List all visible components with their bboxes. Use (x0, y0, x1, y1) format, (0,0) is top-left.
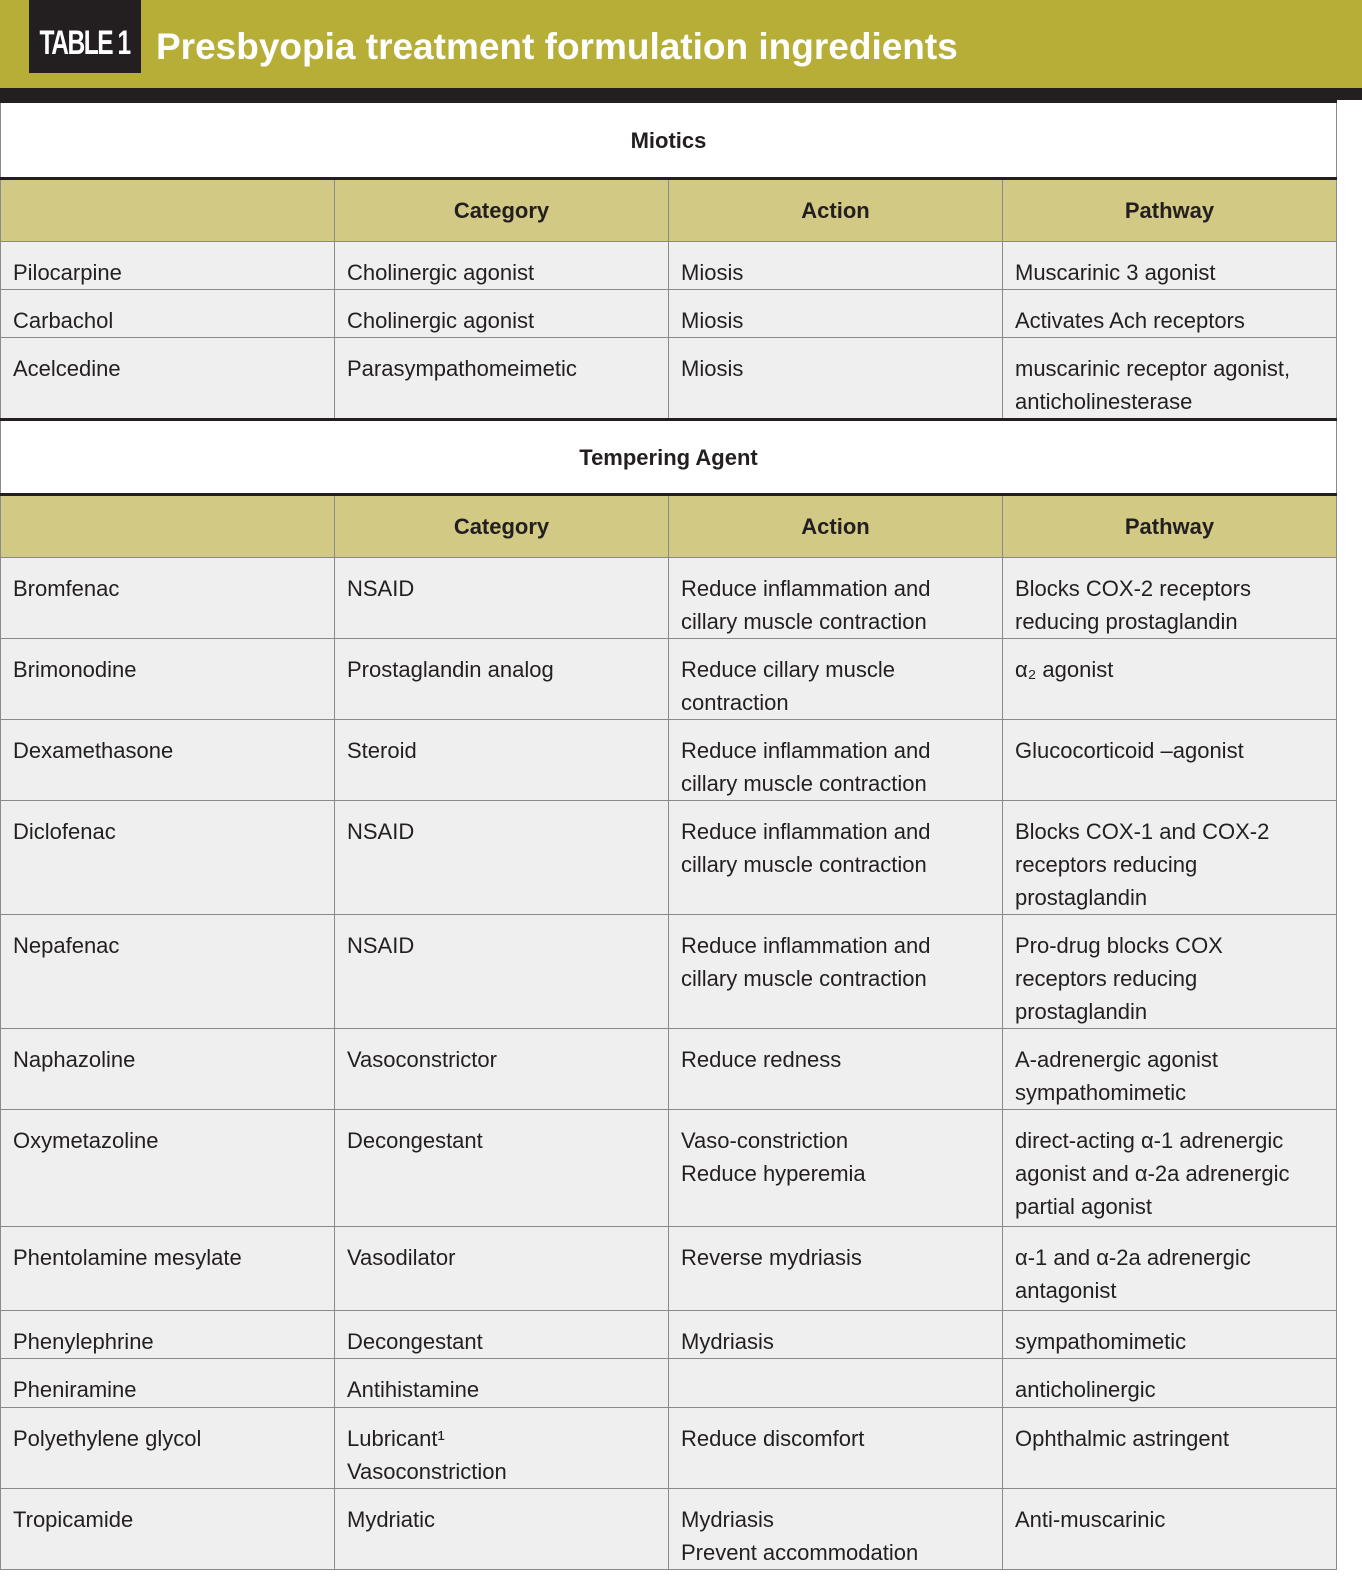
table-cell: Dexamethasone (1, 720, 335, 801)
table-cell: Cholinergic agonist (335, 290, 669, 338)
table-cell: Reduce inflammation and cillary muscle contraction (669, 915, 1003, 1029)
table-cell: Carbachol (1, 290, 335, 338)
table-cell: Pilocarpine (1, 242, 335, 290)
section-title: Tempering Agent (1, 420, 1337, 495)
table-cell: Brimonodine (1, 639, 335, 720)
table-cell: direct-acting α-1 adrenergic agonist and α-2a adrenergic partial agonist (1003, 1110, 1337, 1227)
table-cell: Pheniramine (1, 1359, 335, 1408)
table-cell: Oxymetazoline (1, 1110, 335, 1227)
section-row (1, 102, 1337, 179)
table-cell: Cholinergic agonist (335, 242, 669, 290)
table-cell: Reduce cillary muscle contraction (669, 639, 1003, 720)
ingredients-table (0, 100, 1337, 1570)
table-cell: Parasympathomeimetic (335, 338, 669, 420)
table-cell: Pro-drug blocks COX receptors reducing prostaglandin (1003, 915, 1337, 1029)
table-row (1, 242, 1337, 290)
table-row (1, 1029, 1337, 1110)
table-row (1, 338, 1337, 420)
table-cell (669, 1359, 1003, 1408)
table-cell: Polyethylene glycol (1, 1408, 335, 1489)
divider (0, 88, 1362, 100)
table-cell: NSAID (335, 801, 669, 915)
table-cell: Mydriatic (335, 1489, 669, 1570)
table-row (1, 801, 1337, 915)
column-header (1, 179, 335, 242)
table-cell: A-adrenergic agonist sympathomimetic (1003, 1029, 1337, 1110)
table-cell: Glucocorticoid –agonist (1003, 720, 1337, 801)
section-row (1, 420, 1337, 495)
table-cell: Phentolamine mesylate (1, 1227, 335, 1311)
table-cell: anticholinergic (1003, 1359, 1337, 1408)
table-cell: Reduce discomfort (669, 1408, 1003, 1489)
table-cell: Vasodilator (335, 1227, 669, 1311)
table-cell: Blocks COX-2 receptors reducing prostaglandin (1003, 558, 1337, 639)
table-cell: Reduce inflammation and cillary muscle contraction (669, 801, 1003, 915)
table-cell: Vaso-constriction Reduce hyperemia (669, 1110, 1003, 1227)
table-cell: Lubricant¹ Vasoconstriction (335, 1408, 669, 1489)
column-header: Pathway (1003, 179, 1337, 242)
table-cell: Activates Ach receptors (1003, 290, 1337, 338)
table-cell: Mydriasis Prevent accommodation (669, 1489, 1003, 1570)
table-cell: Reduce inflammation and cillary muscle contraction (669, 558, 1003, 639)
table-cell: NSAID (335, 558, 669, 639)
table-row (1, 1408, 1337, 1489)
table-cell: muscarinic receptor agonist, anticholinesterase (1003, 338, 1337, 420)
table-row (1, 290, 1337, 338)
table-cell: Anti-muscarinic (1003, 1489, 1337, 1570)
table-cell: Miosis (669, 338, 1003, 420)
column-header: Category (335, 179, 669, 242)
column-header: Action (669, 495, 1003, 558)
table-cell: Tropicamide (1, 1489, 335, 1570)
column-header: Action (669, 179, 1003, 242)
table-cell: Naphazoline (1, 1029, 335, 1110)
table-cell: Ophthalmic astringent (1003, 1408, 1337, 1489)
table-row (1, 1227, 1337, 1311)
table-cell: α-1 and α-2a adrenergic antagonist (1003, 1227, 1337, 1311)
table-row (1, 1311, 1337, 1359)
table-cell: Reduce inflammation and cillary muscle contraction (669, 720, 1003, 801)
table-cell: Miosis (669, 290, 1003, 338)
table-row (1, 1489, 1337, 1570)
table-cell: Phenylephrine (1, 1311, 335, 1359)
table-cell: Mydriasis (669, 1311, 1003, 1359)
table-cell: Miosis (669, 242, 1003, 290)
table-cell: NSAID (335, 915, 669, 1029)
table-cell: Muscarinic 3 agonist (1003, 242, 1337, 290)
table-cell: Acelcedine (1, 338, 335, 420)
table-cell: Steroid (335, 720, 669, 801)
section-title: Miotics (1, 102, 1337, 179)
table-row (1, 639, 1337, 720)
table-cell: sympathomimetic (1003, 1311, 1337, 1359)
column-header-row (1, 179, 1337, 242)
table-header-band (0, 0, 1362, 88)
table-title: Presbyopia treatment formulation ingredients (156, 26, 958, 67)
table-row (1, 1110, 1337, 1227)
column-header (1, 495, 335, 558)
table-cell: α₂ agonist (1003, 639, 1337, 720)
table-row (1, 720, 1337, 801)
table-cell: Bromfenac (1, 558, 335, 639)
table-number-tag: TABLE 1 (29, 0, 141, 73)
table-cell: Decongestant (335, 1311, 669, 1359)
column-header-row (1, 495, 1337, 558)
table-cell: Diclofenac (1, 801, 335, 915)
table-cell: Decongestant (335, 1110, 669, 1227)
column-header: Category (335, 495, 669, 558)
table-cell: Reverse mydriasis (669, 1227, 1003, 1311)
table-cell: Prostaglandin analog (335, 639, 669, 720)
table-cell: Nepafenac (1, 915, 335, 1029)
column-header: Pathway (1003, 495, 1337, 558)
table-cell: Reduce redness (669, 1029, 1003, 1110)
table-row (1, 915, 1337, 1029)
table-row (1, 558, 1337, 639)
table-cell: Antihistamine (335, 1359, 669, 1408)
table-cell: Blocks COX-1 and COX-2 receptors reducing prostaglandin (1003, 801, 1337, 915)
table-cell: Vasoconstrictor (335, 1029, 669, 1110)
table-row (1, 1359, 1337, 1408)
